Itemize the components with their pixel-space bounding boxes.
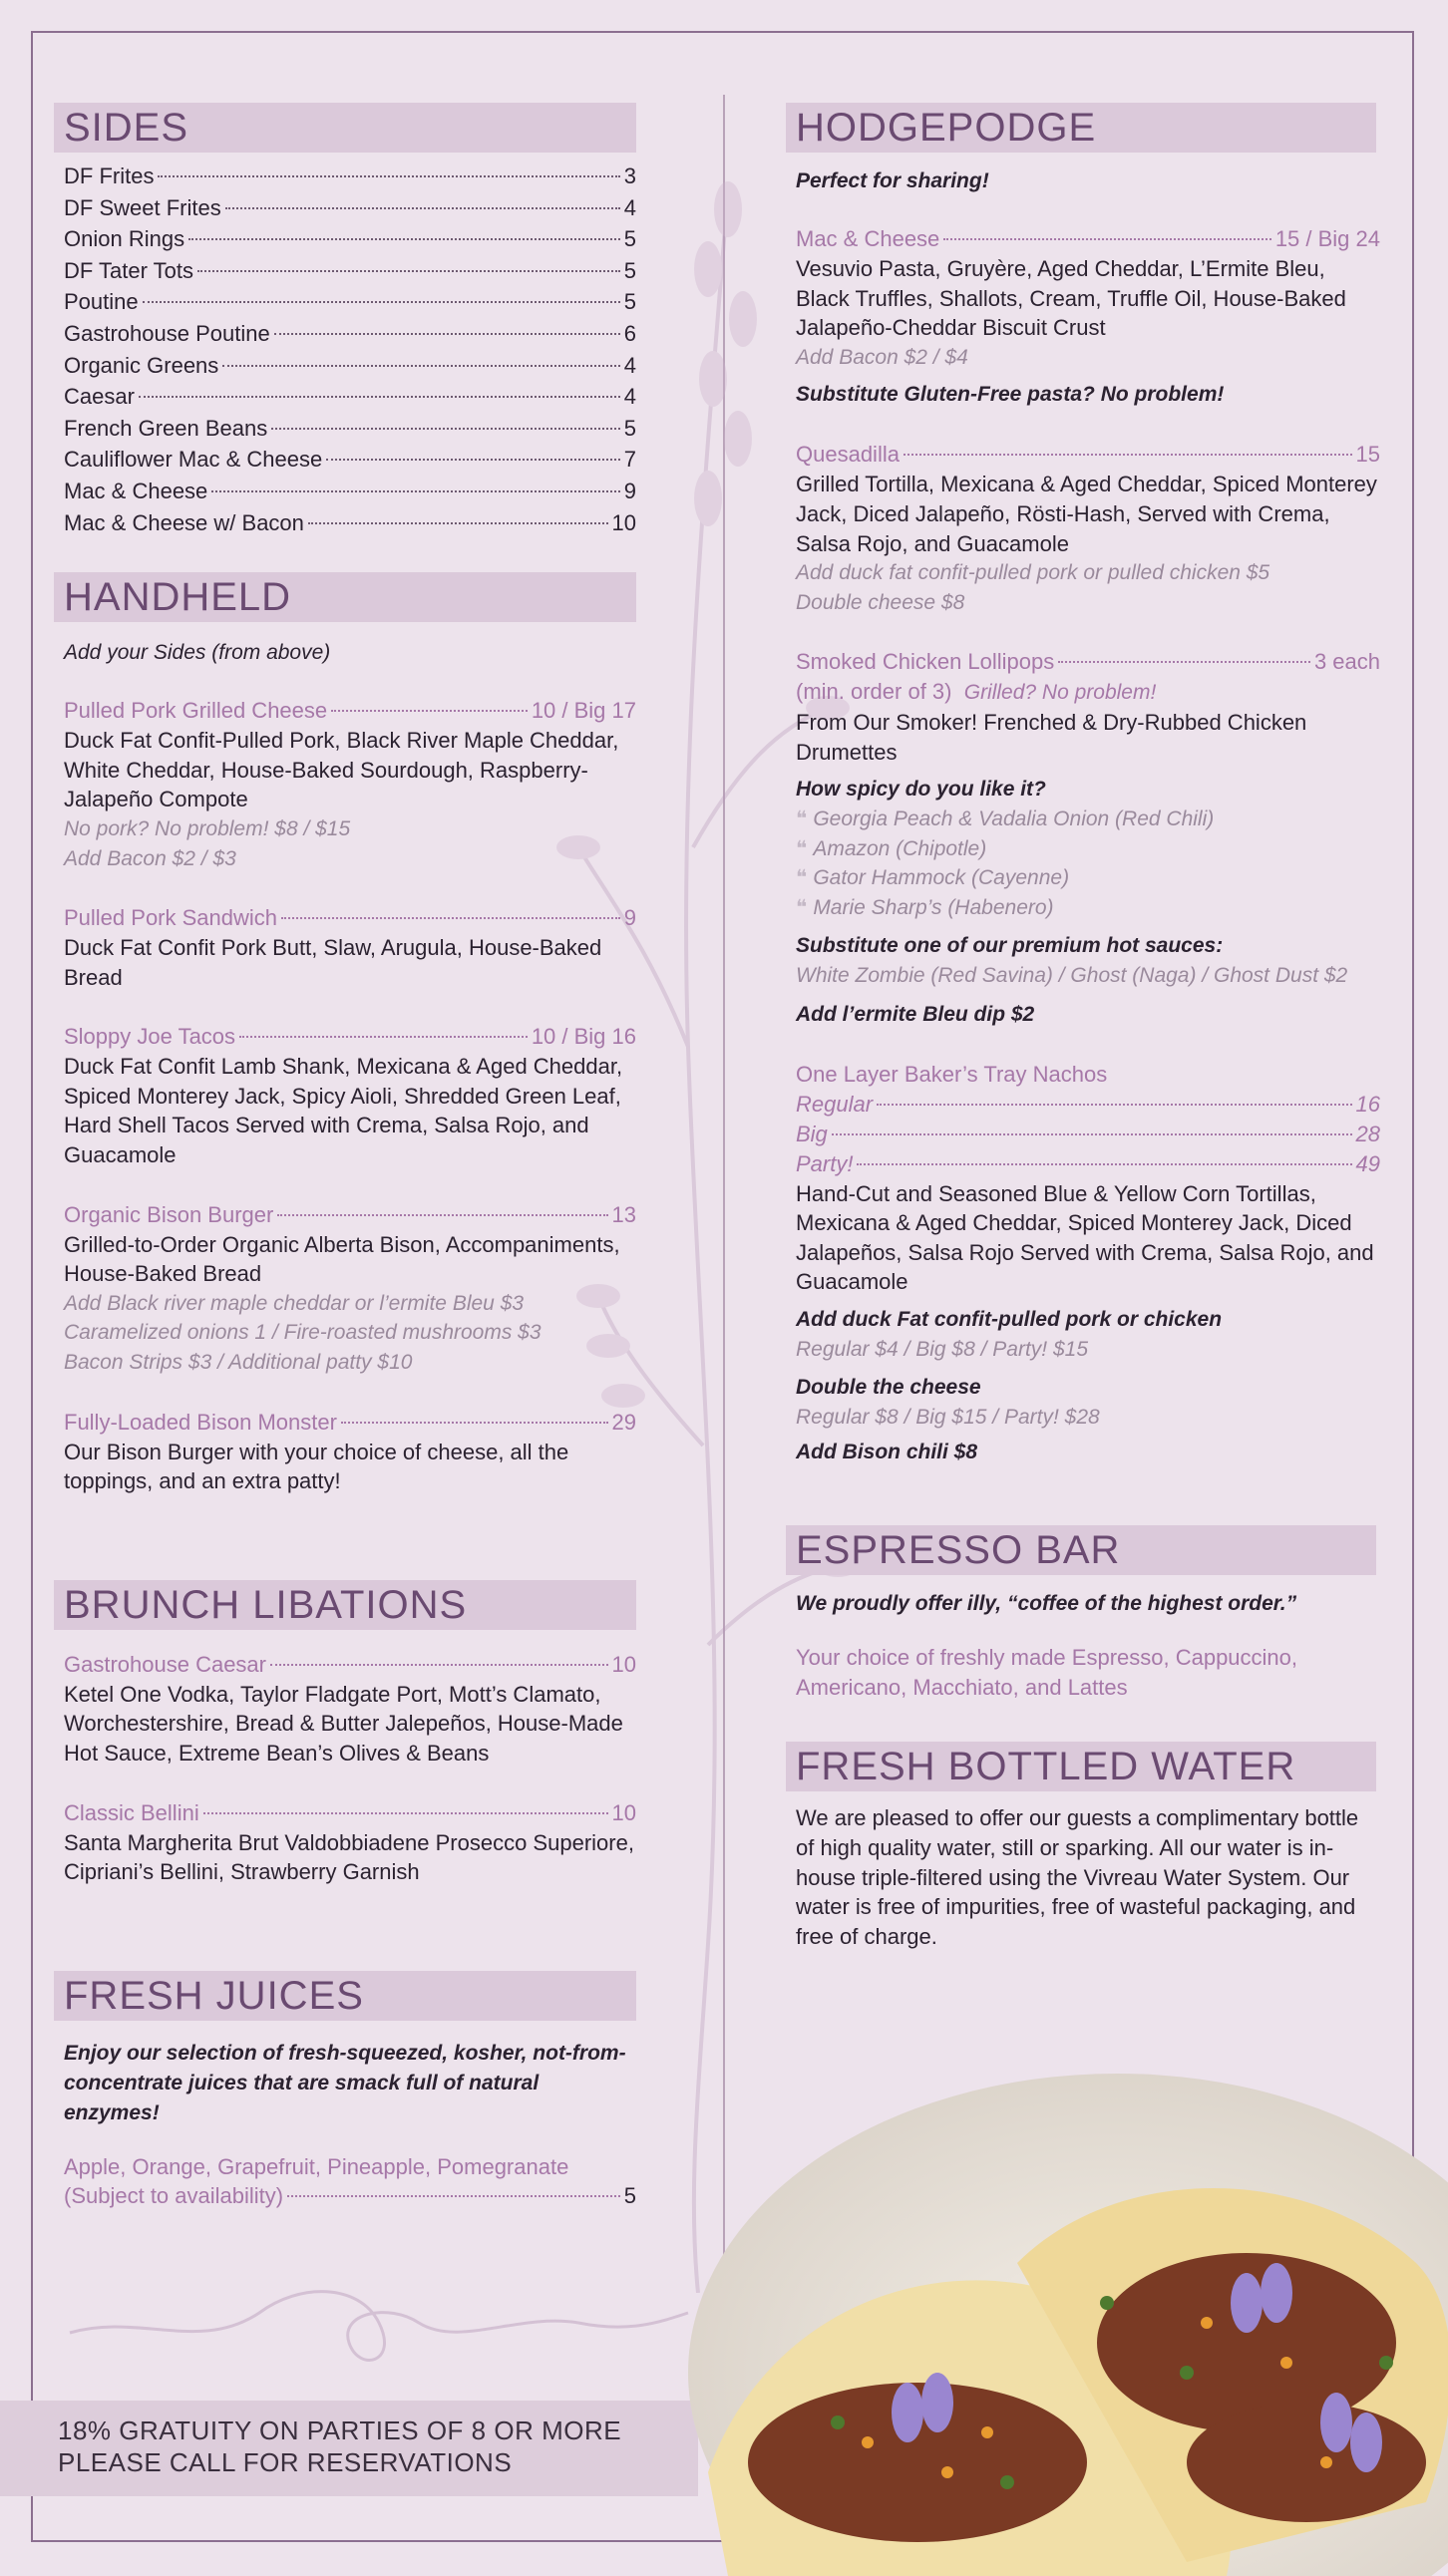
- item-description: Ketel One Vodka, Taylor Fladgate Port, Mott’s Clamato, Worchestershire, Bread & Butter Jalepeños, House-Made Hot Sauce, Extreme Bean’s Olives & Beans: [64, 1681, 623, 1766]
- item-price: 10: [611, 1651, 636, 1677]
- list-item: Poutine 5: [64, 289, 636, 315]
- menu-item: [796, 647, 1380, 1030]
- juices-intro: Enjoy our selection of fresh-squeezed, kosher, not-from-concentrate juices that are smack full of natural enzymes!: [64, 2041, 626, 2124]
- menu-item: [64, 1200, 636, 1378]
- item-price: 10: [611, 1799, 636, 1825]
- list-item: DF Frites 3: [64, 163, 636, 188]
- list-item: Gastrohouse Poutine 6: [64, 320, 636, 346]
- spice-level: ❝ Amazon (Chipotle): [796, 836, 987, 860]
- juices-availability: (Subject to availability) 5: [64, 2181, 636, 2211]
- menu-item: [796, 1060, 1380, 1467]
- item-note: Add duck fat confit-pulled pork or pulled chicken $5: [796, 561, 1270, 585]
- menu-item: [64, 1022, 636, 1169]
- spice-level: ❝ Georgia Peach & Vadalia Onion (Red Chili): [796, 807, 1215, 831]
- item-name: Pulled Pork Grilled Cheese: [64, 698, 328, 724]
- taco-plate-photo: [688, 2044, 1448, 2576]
- item-description: Vesuvio Pasta, Gruyère, Aged Cheddar, L’Ermite Bleu, Black Truffles, Shallots, Cream, Truffle Oil, House-Baked Jalapeño-Cheddar Biscuit Crust: [796, 256, 1346, 341]
- item-description: Santa Margherita Brut Valdobbiadene Prosecco Superiore, Cipriani’s Bellini, Strawberry Garnish: [64, 1829, 634, 1885]
- add-on-prices: Regular $4 / Big $8 / Party! $15: [796, 1338, 1089, 1362]
- chili-pepper-icon: ❝: [796, 866, 808, 890]
- right-column: [796, 103, 1380, 1951]
- item-price: 10 / Big 16: [531, 1024, 636, 1050]
- list-item: Mac & Cheese w/ Bacon 10: [64, 509, 636, 535]
- size-row: Big 28: [796, 1121, 1380, 1146]
- list-item: Mac & Cheese 9: [64, 478, 636, 503]
- chili-pepper-icon: ❝: [796, 836, 808, 860]
- water-title: FRESH BOTTLED WATER: [786, 1742, 1376, 1791]
- handheld-title: HANDHELD: [54, 572, 636, 622]
- spice-level: ❝ Gator Hammock (Cayenne): [796, 866, 1070, 890]
- chili-pepper-icon: ❝: [796, 807, 808, 831]
- item-name: Quesadilla: [796, 442, 900, 468]
- size-row: Regular 16: [796, 1091, 1380, 1117]
- espresso-description: Your choice of freshly made Espresso, Cappuccino, Americano, Macchiato, and Lattes: [796, 1645, 1298, 1700]
- list-item: Onion Rings 5: [64, 226, 636, 252]
- list-item: Caesar 4: [64, 384, 636, 410]
- chili-pepper-icon: ❝: [796, 895, 808, 919]
- item-description: Duck Fat Confit Pork Butt, Slaw, Arugula, House-Baked Bread: [64, 935, 602, 990]
- hot-sauce-title: Substitute one of our premium hot sauces:: [796, 933, 1224, 957]
- item-name: One Layer Baker’s Tray Nachos: [796, 1062, 1108, 1088]
- item-name: Smoked Chicken Lollipops: [796, 649, 1055, 675]
- item-price: 10 / Big 17: [531, 698, 636, 724]
- item-name: Fully-Loaded Bison Monster: [64, 1409, 337, 1435]
- menu-item: [64, 903, 636, 992]
- menu-item: [64, 1408, 636, 1496]
- item-note: Add Bacon $2 / $4: [796, 345, 968, 369]
- item-description: Hand-Cut and Seasoned Blue & Yellow Corn Tortillas, Mexicana & Aged Cheddar, Spiced Monterey Jack, Diced Jalapeños, Salsa Rojo Served with Crema, Salsa Rojo, and Guacamole: [796, 1180, 1374, 1295]
- item-description: Duck Fat Confit Lamb Shank, Mexicana & Aged Cheddar, Spiced Monterey Jack, Spicy Aioli, Shredded Green Leaf, Hard Shell Tacos Served with Crema, Salsa Rojo, and Guacamole: [64, 1054, 623, 1168]
- brunch-title: BRUNCH LIBATIONS: [54, 1580, 636, 1630]
- item-price: 5: [623, 2183, 636, 2209]
- item-price: 13: [611, 1201, 636, 1227]
- hodgepodge-intro: Perfect for sharing!: [796, 169, 989, 192]
- item-price: 3 each: [1313, 649, 1380, 675]
- sides-title: SIDES: [54, 103, 636, 153]
- item-name: Mac & Cheese: [796, 226, 940, 251]
- juices-title: FRESH JUICES: [54, 1971, 636, 2021]
- item-note: Add Bacon $2 / $3: [64, 846, 236, 870]
- footer-notice: [58, 2415, 621, 2478]
- item-price: 15 / Big 24: [1274, 226, 1380, 251]
- menu-item: [64, 1798, 636, 1887]
- list-item: DF Tater Tots 5: [64, 257, 636, 283]
- item-note: No pork? No problem! $8 / $15: [64, 816, 351, 840]
- item-note: Bacon Strips $3 / Additional patty $10: [64, 1351, 413, 1375]
- list-item: Cauliflower Mac & Cheese 7: [64, 447, 636, 473]
- item-description: Duck Fat Confit-Pulled Pork, Black River Maple Cheddar, White Cheddar, House-Baked Sourdough, Raspberry-Jalapeño Compote: [64, 728, 619, 812]
- menu-item: [64, 1650, 636, 1769]
- item-description: From Our Smoker! Frenched & Dry-Rubbed Chicken Drumettes: [796, 709, 1307, 765]
- add-on-prices: Regular $8 / Big $15 / Party! $28: [796, 1405, 1100, 1429]
- item-note: Caramelized onions 1 / Fire-roasted mushrooms $3: [64, 1321, 542, 1345]
- add-on-title: Add duck Fat confit-pulled pork or chicken: [796, 1308, 1223, 1332]
- juices-list: Apple, Orange, Grapefruit, Pineapple, Pomegranate: [64, 2153, 569, 2179]
- list-item: DF Sweet Frites 4: [64, 194, 636, 220]
- item-description: Grilled Tortilla, Mexicana & Aged Cheddar, Spiced Monterey Jack, Diced Jalapeño, Rösti-Hash, Served with Crema, Salsa Rojo, and Guacamole: [796, 472, 1377, 556]
- item-note-bold: Substitute Gluten-Free pasta? No problem!: [796, 383, 1225, 407]
- item-price: 29: [611, 1409, 636, 1435]
- water-description: We are pleased to offer our guests a complimentary bottle of high quality water, still or sparking. All our water is in-house triple-filtered using the Vivreau Water System. Our water is free of impurities, free of wasteful packaging, and free of charge.: [796, 1805, 1359, 1949]
- item-name: Organic Bison Burger: [64, 1201, 274, 1227]
- item-price: 9: [623, 905, 636, 931]
- item-description: Grilled-to-Order Organic Alberta Bison, Accompaniments, House-Baked Bread: [64, 1231, 620, 1287]
- item-name: Gastrohouse Caesar: [64, 1651, 266, 1677]
- spice-level: ❝ Marie Sharp’s (Habenero): [796, 895, 1054, 919]
- menu-item: [796, 440, 1380, 617]
- add-on-title: Add Bison chili $8: [796, 1441, 978, 1464]
- hot-sauce-list: White Zombie (Red Savina) / Ghost (Naga) / Ghost Dust $2: [796, 963, 1348, 987]
- add-on-title: Double the cheese: [796, 1375, 981, 1399]
- size-row: Party! 49: [796, 1150, 1380, 1176]
- hodgepodge-title: HODGEPODGE: [786, 103, 1376, 153]
- espresso-intro: We proudly offer illy, “coffee of the highest order.”: [796, 1592, 1297, 1616]
- espresso-title: ESPRESSO BAR: [786, 1525, 1376, 1575]
- item-description: Our Bison Burger with your choice of cheese, all the toppings, and an extra patty!: [64, 1439, 569, 1494]
- menu-item: [796, 224, 1380, 410]
- list-item: French Green Beans 5: [64, 415, 636, 441]
- left-column: [64, 103, 636, 2211]
- dip-add-on: Add l’ermite Bleu dip $2: [796, 1003, 1035, 1027]
- swirl-ornament: [60, 2243, 698, 2373]
- item-name: Classic Bellini: [64, 1799, 199, 1825]
- item-name: Pulled Pork Sandwich: [64, 905, 278, 931]
- item-name: Sloppy Joe Tacos: [64, 1024, 236, 1050]
- item-note: Add Black river maple cheddar or l’ermite Bleu $3: [64, 1291, 525, 1315]
- item-note: Double cheese $8: [796, 590, 965, 614]
- reservations-notice: PLEASE CALL FOR RESERVATIONS: [58, 2447, 513, 2477]
- sides-list: [64, 161, 636, 538]
- item-min-order: (min. order of 3) Grilled? No problem!: [796, 679, 1157, 705]
- spicy-question: How spicy do you like it?: [796, 778, 1046, 802]
- item-price: 15: [1355, 442, 1380, 468]
- menu-item: [64, 696, 636, 873]
- gratuity-notice: 18% GRATUITY ON PARTIES OF 8 OR MORE: [58, 2415, 622, 2445]
- list-item: Organic Greens 4: [64, 352, 636, 378]
- handheld-intro: Add your Sides (from above): [64, 641, 331, 665]
